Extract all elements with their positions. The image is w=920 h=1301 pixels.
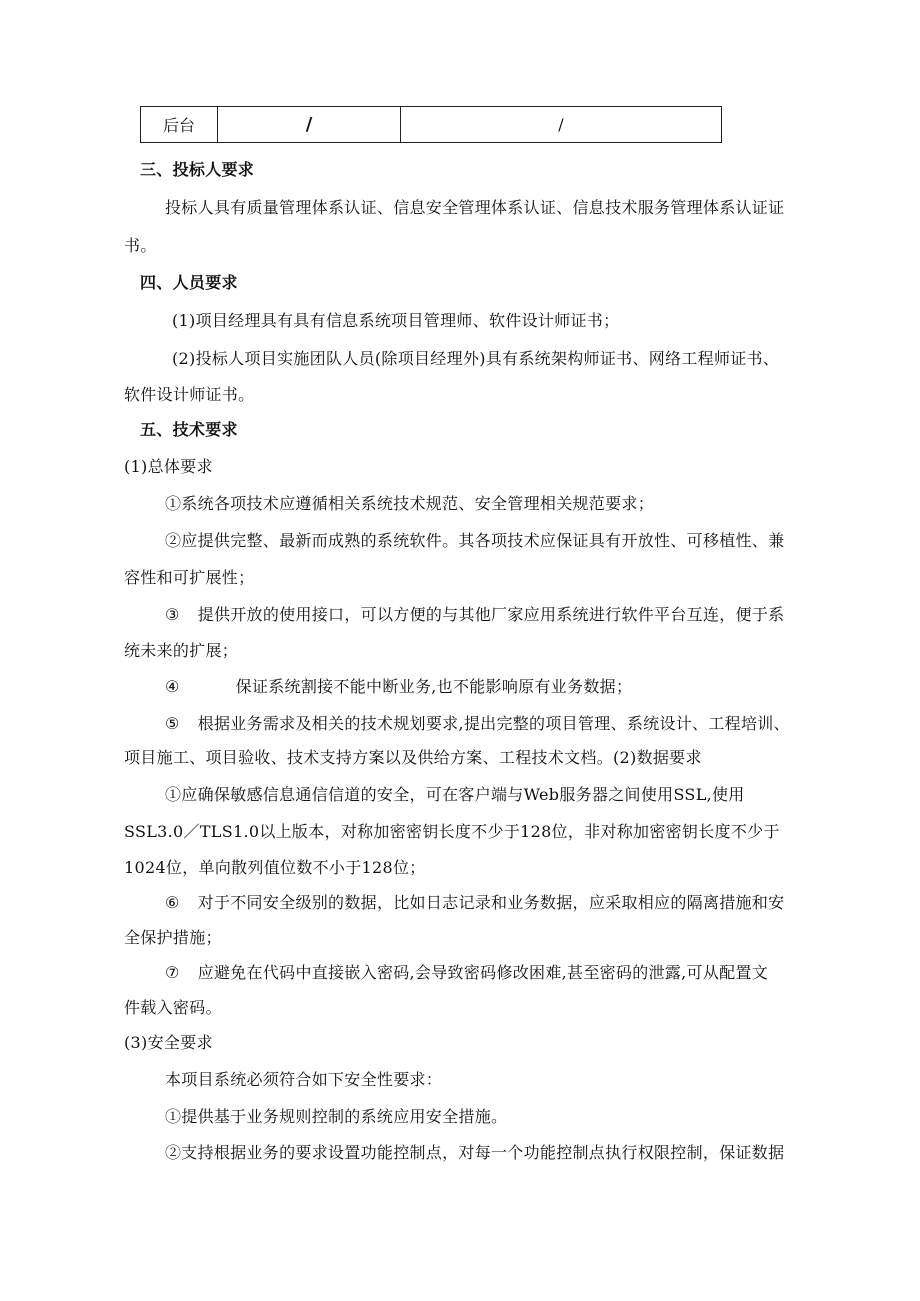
section5-heading: 五、技术要求 [140, 420, 238, 439]
overall-item1: ①系统各项技术应遵循相关系统技术规范、安全管理相关规范要求； [165, 494, 655, 513]
data-item6-line1 [165, 893, 784, 913]
item4-number: ④ [165, 677, 180, 696]
section4-item2-line1: (2)投标人项目实施团队人员(除项目经理外)具有系统架构师证书、网络工程师证书、 [172, 349, 780, 368]
table-cell-col3: / [401, 107, 722, 143]
overall-item2-line2: 容性和可扩展性； [124, 568, 255, 587]
data-item1-line1: ①应确保敏感信息通信信道的安全，可在客户端与Web服务器之间使用SSL,使用 [165, 785, 745, 804]
data-item1-line3: 1024位，单向散列值位数不小于128位； [124, 858, 426, 877]
item6-number: ⑥ [165, 893, 180, 912]
item7-number: ⑦ [165, 963, 180, 982]
table-cell-col2: / [218, 107, 401, 143]
security-requirements-title: (3)安全要求 [124, 1033, 213, 1052]
section4-heading: 四、人员要求 [140, 273, 238, 292]
item3-text: 提供开放的使用接口，可以方便的与其他厂家应用系统进行软件平台互连，便于系 [197, 605, 785, 624]
item6-text: 对于不同安全级别的数据，比如日志记录和业务数据，应采取相应的隔离措施和安 [197, 893, 785, 912]
overall-item5-line1 [165, 714, 790, 734]
section3-paragraph-line2: 书。 [124, 236, 157, 255]
section3-paragraph-line1: 投标人具有质量管理体系认证、信息安全管理体系认证、信息技术服务管理体系认证证 [165, 198, 785, 217]
security-item1: ①提供基于业务规则控制的系统应用安全措施。 [165, 1107, 508, 1126]
item7-text: 应避免在代码中直接嵌入密码,会导致密码修改困难,甚至密码的泄露,可从配置文 [197, 963, 769, 982]
security-item2: ②支持根据业务的要求设置功能控制点，对每一个功能控制点执行权限控制，保证数据 [165, 1143, 785, 1162]
overall-item2-line1: ②应提供完整、最新而成熟的系统软件。其各项技术应保证具有开放性、可移植性、兼 [165, 531, 785, 550]
item5-text: 根据业务需求及相关的技术规划要求,提出完整的项目管理、系统设计、工程培训、 [197, 714, 790, 733]
overall-requirements-title: (1)总体要求 [124, 457, 213, 476]
section4-item1: (1)项目经理具有具有信息系统项目管理师、软件设计师证书； [172, 311, 620, 330]
table-row [141, 107, 722, 143]
data-item7-line1 [165, 963, 768, 983]
security-intro: 本项目系统必须符合如下安全性要求： [165, 1070, 443, 1089]
backend-table [140, 106, 722, 143]
section4-item2-line2: 软件设计师证书。 [124, 385, 255, 404]
section3-heading: 三、投标人要求 [140, 160, 255, 179]
table-cell-label: 后台 [141, 107, 218, 143]
data-item6-line2: 全保护措施； [124, 928, 222, 947]
item5-number: ⑤ [165, 714, 180, 733]
overall-item4 [165, 677, 632, 697]
data-item1-line2: SSL3.0／TLS1.0以上版本，对称加密密钥长度不少于128位，非对称加密密钥长度不少于 [124, 822, 780, 841]
overall-item5-line2: 项目施工、项目验收、技术支持方案以及供给方案、工程技术文档。(2)数据要求 [124, 748, 702, 767]
item4-text: 保证系统割接不能中断业务,也不能影响原有业务数据； [235, 677, 633, 696]
item3-number: ③ [165, 605, 180, 624]
data-item7-line2: 件载入密码。 [124, 998, 222, 1017]
overall-item3-line2: 统未来的扩展； [124, 641, 239, 660]
overall-item3-line1 [165, 605, 784, 625]
